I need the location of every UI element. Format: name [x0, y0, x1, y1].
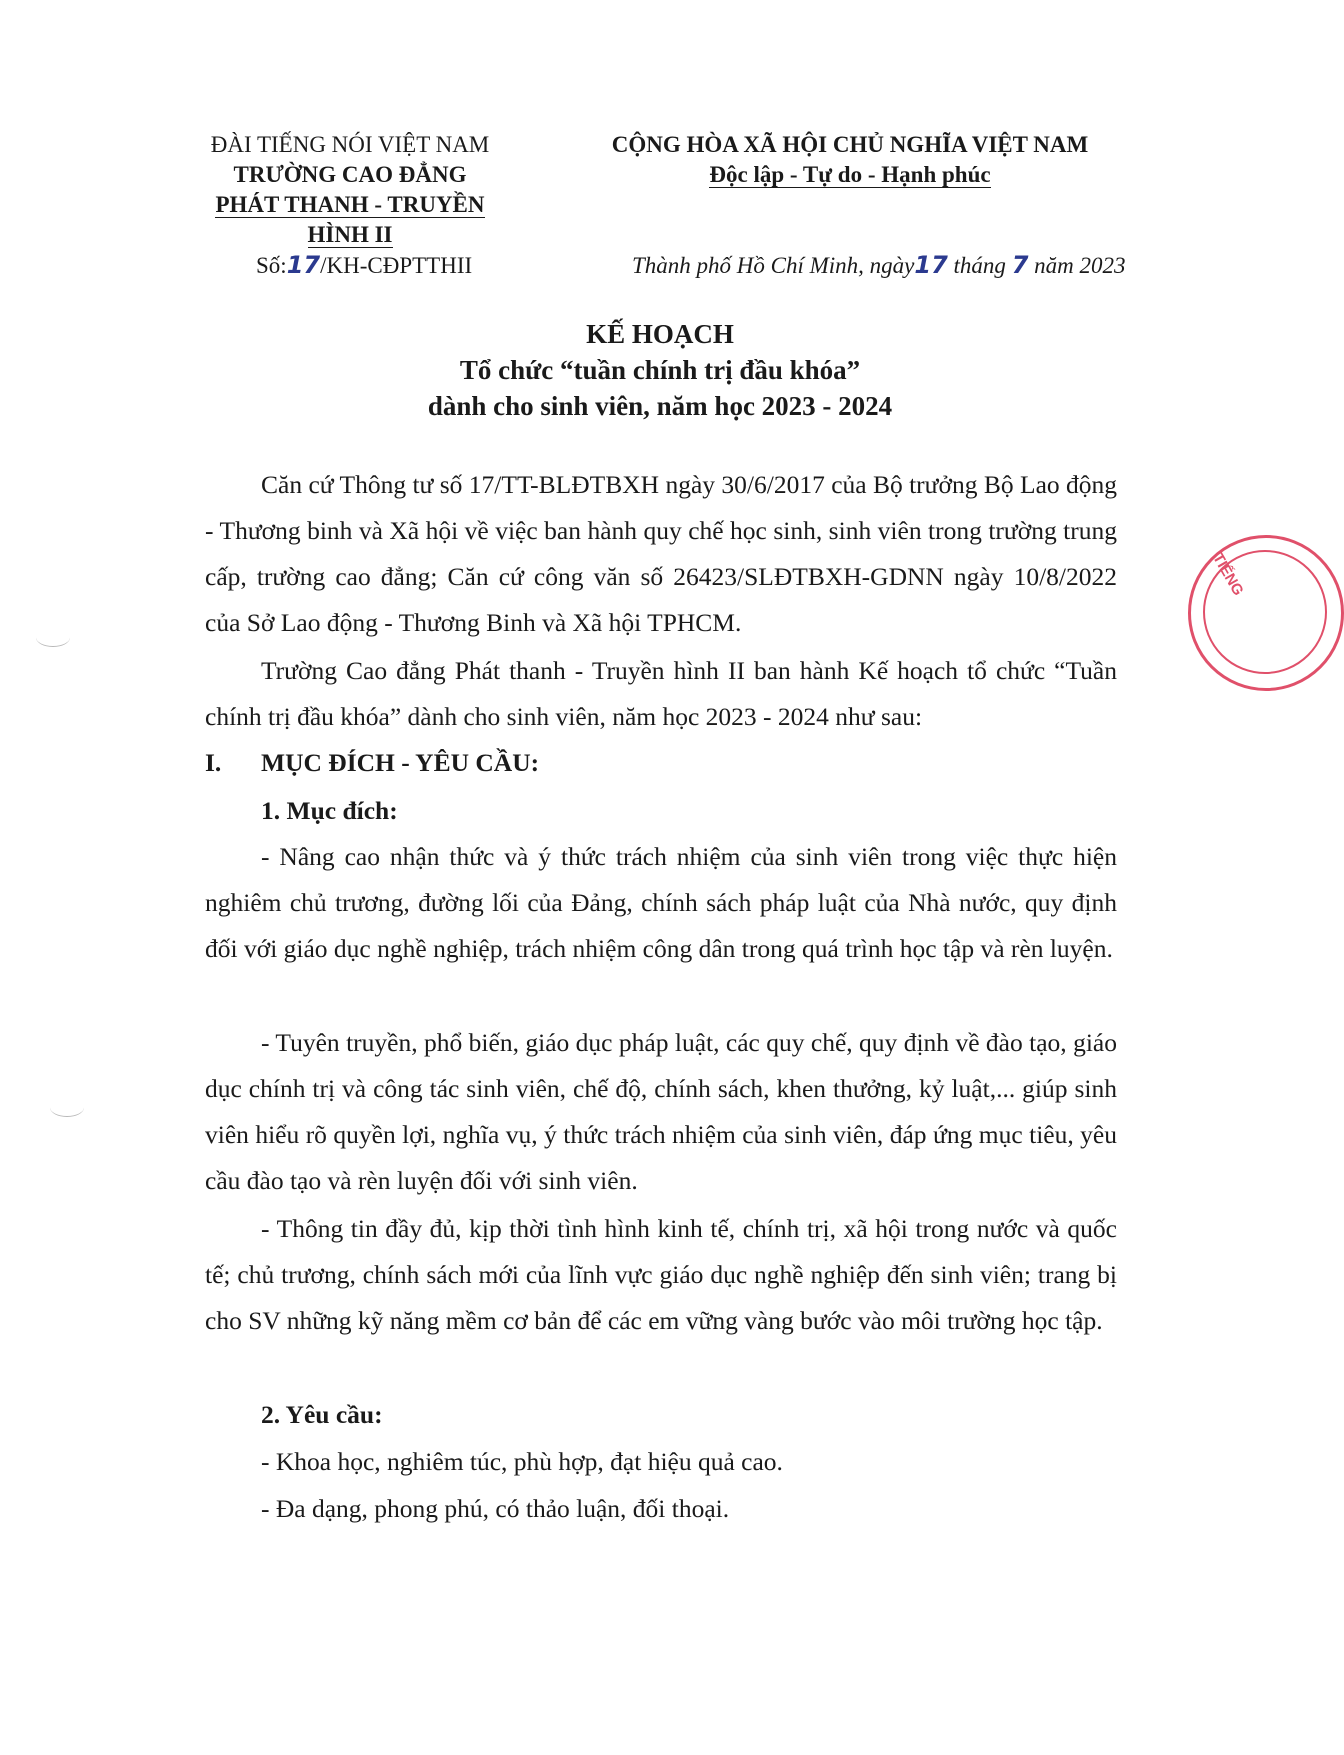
section-1-heading [205, 740, 1117, 786]
nation-motto: Độc lập - Tự do - Hạnh phúc [709, 162, 991, 187]
doc-no-handwritten: 17 [286, 251, 321, 279]
date-day: 17 [914, 251, 948, 279]
scan-mark-upper [36, 628, 70, 647]
title-sub-1: Tổ chức “tuần chính trị đầu khóa” [459, 355, 861, 385]
preamble-announcement: Trường Cao đẳng Phát thanh - Truyền hình II ban hành Kế hoạch tổ chức “Tuần chính trị đầu khóa” dành cho sinh viên, năm học 2023 - 2024 như sau: [205, 656, 1117, 731]
subsection-purpose-heading: 1. Mục đích: [261, 796, 398, 825]
nation-line-1: CỘNG HÒA XÃ HỘI CHỦ NGHĨA VIỆT NAM [611, 132, 1089, 157]
date-year: năm 2023 [1034, 253, 1126, 278]
title-main: KẾ HOẠCH [586, 319, 734, 349]
national-header [575, 130, 1125, 190]
org-line-1: ĐÀI TIẾNG NÓI VIỆT NAM [210, 132, 490, 157]
subsection-requirements-heading: 2. Yêu cầu: [261, 1400, 383, 1429]
date-month: 7 [1011, 251, 1029, 279]
official-seal-partial [1188, 535, 1344, 691]
org-line-3 [190, 190, 510, 250]
document-date [632, 250, 1126, 281]
date-prefix: Thành phố Hồ Chí Minh, ngày [632, 253, 915, 278]
issuing-organization [190, 130, 510, 250]
preamble-legal-basis: Căn cứ Thông tư số 17/TT-BLĐTBXH ngày 30/6/2017 của Bộ trưởng Bộ Lao động - Thương binh và Xã hội về việc ban hành quy chế học sinh, sinh viên trong trường trung cấp, trường cao đẳng; Căn cứ công văn số 26423/SLĐTBXH-GDNN ngày 10/8/2022 của Sở Lao động - Thương Binh và Xã hội TPHCM. [205, 470, 1118, 637]
org-line-3-text: PHÁT THANH - TRUYỀN HÌNH II [215, 192, 485, 247]
purpose-item-3: - Thông tin đầy đủ, kịp thời tình hình kinh tế, chính trị, xã hội trong nước và quốc tế; chủ trương, chính sách mới của lĩnh vực giáo dục nghề nghiệp đến sinh viên; trang bị cho SV những kỹ năng mềm cơ bản để các em vững vàng bước vào môi trường học tập. [205, 1214, 1117, 1335]
scan-mark-lower [50, 1098, 84, 1117]
seal-text: TIẾNG [1209, 550, 1247, 599]
section-1-numeral: I. [205, 748, 222, 777]
requirement-item-1: - Khoa học, nghiêm túc, phù hợp, đạt hiệu quả cao. [261, 1447, 783, 1476]
doc-no-prefix: Số: [256, 253, 287, 278]
title-sub-2: dành cho sinh viên, năm học 2023 - 2024 [427, 391, 893, 421]
document-number [256, 250, 472, 281]
section-1-title: MỤC ĐÍCH - YÊU CẦU: [261, 748, 540, 777]
org-line-2: TRƯỜNG CAO ĐẲNG [233, 162, 467, 187]
nation-line-2 [575, 160, 1125, 190]
document-title [200, 316, 1120, 424]
requirement-item-2: - Đa dạng, phong phú, có thảo luận, đối thoại. [261, 1494, 730, 1523]
date-month-word: tháng [953, 253, 1006, 278]
purpose-item-1: - Nâng cao nhận thức và ý thức trách nhiệm của sinh viên trong việc thực hiện nghiêm chủ trương, đường lối của Đảng, chính sách pháp luật của Nhà nước, quy định đối với giáo dục nghề nghiệp, trách nhiệm công dân trong quá trình học tập và rèn luyện. [205, 842, 1117, 963]
doc-no-suffix: /KH-CĐPTTHII [320, 253, 473, 278]
purpose-item-2: - Tuyên truyền, phổ biến, giáo dục pháp luật, các quy chế, quy định về đào tạo, giáo dục chính trị và công tác sinh viên, chế độ, chính sách, khen thưởng, kỷ luật,... giúp sinh viên hiểu rõ quyền lợi, nghĩa vụ, ý thức trách nhiệm của sinh viên, đáp ứng mục tiêu, yêu cầu đào tạo và rèn luyện đối với sinh viên. [205, 1028, 1117, 1195]
